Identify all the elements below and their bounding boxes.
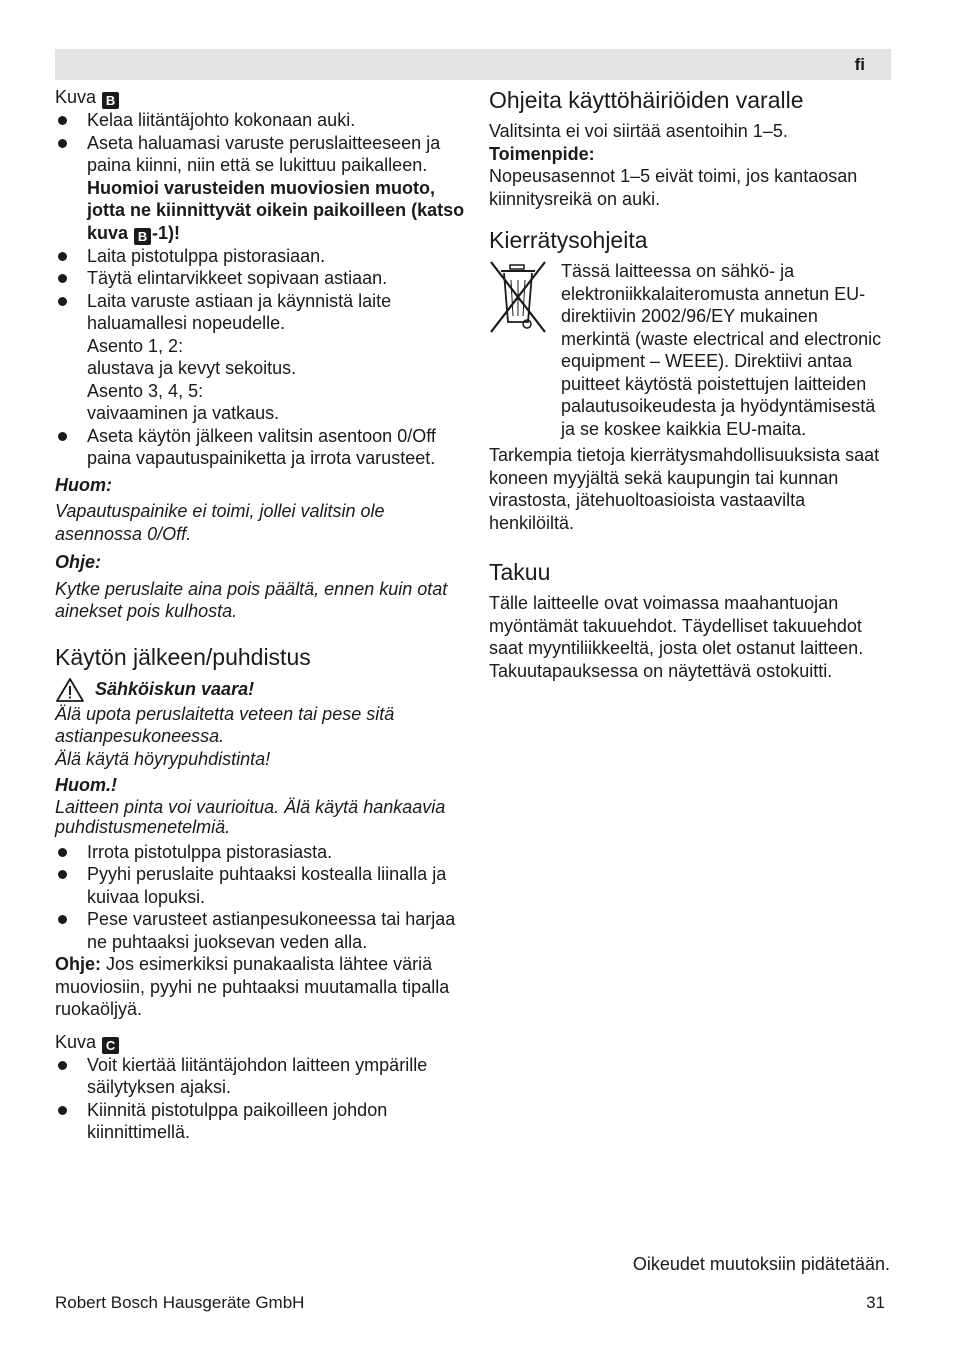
- list-item: [55, 290, 465, 425]
- figure-b-label: [55, 86, 465, 109]
- list-item: Kelaa liitäntäjohto kokonaan auki.: [55, 109, 465, 132]
- warranty-heading: Takuu: [489, 559, 551, 585]
- list-item: Voit kiertää liitäntäjohdon laitteen ympärille säilytyksen ajaksi.: [55, 1054, 465, 1099]
- tip-text: Kytke peruslaite aina pois päältä, ennen kuin otat ainekset pois kulhosta.: [55, 578, 448, 621]
- tip-2-text: Jos esimerkiksi punakaalista lähtee väriä muoviosiin, pyyhi ne puhtaaksi muutamalla tipalla ruokaöljyä.: [55, 954, 450, 1019]
- warranty-text: Tälle laitteelle ovat voimassa maahantuojan myöntämät takuuehdot. Täydelliset takuuehdot saat myyntiliikkeeltä, josta olet ostanut laitteen. Takuutapauksessa on näytettävä ostokuitti.: [489, 593, 864, 681]
- figure-label-text: Kuva: [55, 87, 97, 107]
- recycling-heading: Kierrätysohjeita: [489, 227, 648, 253]
- speed-setting-1-desc: alustava ja kevyt sekoitus.: [87, 358, 297, 378]
- step-text: Aseta haluamasi varuste peruslaitteeseen ja paina kiinni, niin että se lukittuu paikalleen.: [87, 132, 441, 175]
- list-item: Pyyhi peruslaite puhtaaksi kostealla liinalla ja kuivaa lopuksi.: [55, 863, 465, 908]
- tip-label: Ohje:: [55, 552, 102, 572]
- figure-c-steps: [55, 1054, 465, 1144]
- danger-text-2: Älä käytä höyrypuhdistinta!: [55, 748, 271, 769]
- action-label: Toimenpide:: [489, 143, 595, 164]
- danger-label: Sähköiskun vaara!: [95, 679, 255, 700]
- list-item: Laita pistotulppa pistorasiaan.: [55, 245, 465, 268]
- step-note-bold: Huomioi varusteiden muoviosien muoto, jotta ne kiinnittyvät oikein paikoilleen (katso kuva: [87, 177, 465, 243]
- troubleshooting-text: Valitsinta ei voi siirtää asentoihin 1–5.: [489, 121, 788, 141]
- figure-label-text: Kuva: [55, 1031, 97, 1052]
- cleaning-steps: [55, 841, 465, 954]
- note-label: Huom:: [55, 474, 112, 495]
- list-item: Täytä elintarvikkeet sopivaan astiaan.: [55, 267, 465, 290]
- warning-triangle-icon: [55, 677, 85, 703]
- speed-setting-2-desc: vaivaaminen ja vatkaus.: [87, 403, 280, 423]
- figure-c-letter: C: [102, 1037, 119, 1054]
- crossed-bin-icon: [489, 260, 547, 440]
- troubleshooting-heading: Ohjeita käyttöhäiriöiden varalle: [489, 87, 804, 113]
- language-code: fi: [854, 55, 865, 74]
- right-column: [489, 86, 889, 682]
- header-bar: [55, 49, 891, 80]
- rights-note: Oikeudet muutoksiin pidätetään.: [632, 1254, 890, 1274]
- page-number: 31: [866, 1293, 885, 1312]
- caution-label: Huom.!: [55, 775, 117, 795]
- speed-setting-1: Asento 1, 2:: [87, 335, 184, 356]
- step-text: Laita varuste astiaan ja käynnistä laite haluamallesi nopeudelle.: [87, 290, 392, 333]
- figure-c-label: [55, 1031, 465, 1054]
- danger-title: [55, 677, 465, 703]
- danger-text-1: Älä upota peruslaitetta veteen tai pese sitä astianpesukoneessa.: [55, 703, 395, 746]
- speed-setting-2: Asento 3, 4, 5:: [87, 380, 204, 401]
- list-item: Aseta käytön jälkeen valitsin asentoon 0/Off paina vapautuspainiketta ja irrota varusteet.: [55, 425, 465, 470]
- tip-2-label: Ohje:: [55, 954, 102, 974]
- caution-text: Laitteen pinta voi vaurioitua. Älä käytä hankaavia puhdistusmenetelmiä.: [55, 796, 446, 837]
- list-item: Pese varusteet astianpesukoneessa tai harjaa ne puhtaaksi juoksevan veden alla.: [55, 908, 465, 953]
- recycling-block: [489, 260, 889, 440]
- action-text: Nopeusasennot 1–5 eivät toimi, jos kantaosan kiinnitysreikä on auki.: [489, 166, 858, 209]
- list-item: Irrota pistotulppa pistorasiasta.: [55, 841, 465, 864]
- figure-b-letter: B: [102, 92, 119, 109]
- cleaning-heading: Käytön jälkeen/puhdistus: [55, 643, 311, 670]
- tip-2: [55, 953, 465, 1021]
- list-item: [55, 132, 465, 245]
- note-text: Vapautuspainike ei toimi, jollei valitsin ole asennossa 0/Off.: [55, 501, 385, 544]
- figure-b-ref-letter: B: [134, 228, 151, 245]
- list-item: Kiinnitä pistotulppa paikoilleen johdon kiinnittimellä.: [55, 1099, 465, 1144]
- figure-b-steps: [55, 109, 465, 470]
- left-column: [55, 86, 465, 1144]
- step-note-bold-end: -1)!: [152, 222, 181, 243]
- recycling-text: Tässä laitteessa on sähkö- ja elektroniikkalaiteromusta annetun EU-direktiivin 2002/96/EY mukainen merkintä (waste electrical and electronic equipment – WEEE). Direktiivi antaa puitteet käytöstä poistettujen laitteiden palautusoikeudesta ja hyödyntämisestä ja se koskee kaikkia EU-maita.: [561, 261, 882, 439]
- recycling-text-2: Tarkempia tietoja kierrätysmahdollisuuksista saat koneen myyjältä sekä kaupungin tai kunnan virastosta, jätehuoltoasioista vastaavilta henkilöiltä.: [489, 445, 880, 533]
- company-name: Robert Bosch Hausgeräte GmbH: [55, 1293, 305, 1312]
